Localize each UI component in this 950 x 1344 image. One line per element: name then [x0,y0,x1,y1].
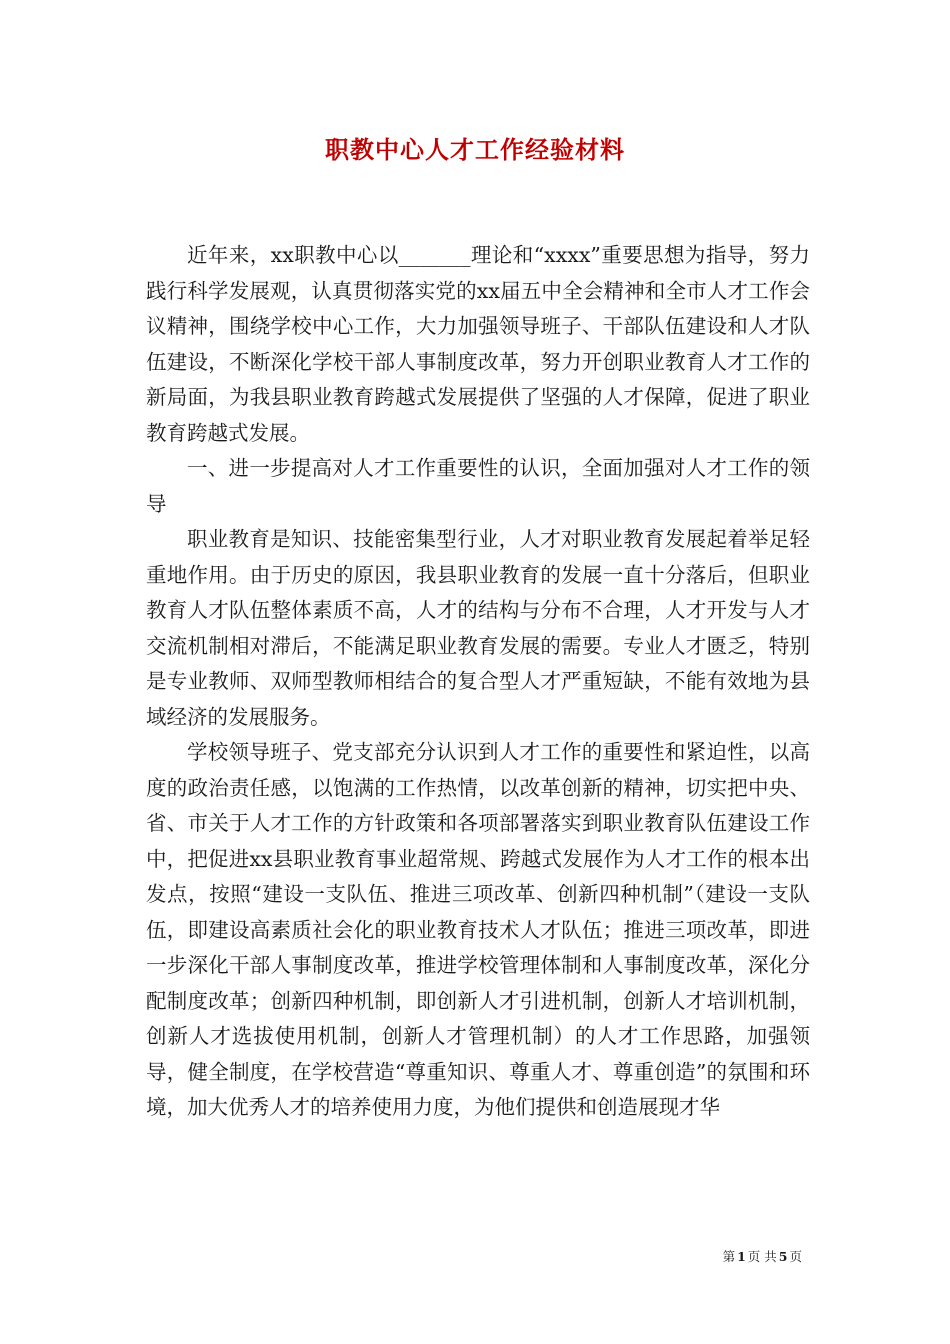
current-page-number: 1 [737,1249,746,1264]
body-paragraph: 职业教育是知识、技能密集型行业，人才对职业教育发展起着举足轻重地作用。由于历史的原因，我县职业教育的发展一直十分落后，但职业教育人才队伍整体素质不高，人才的结构与分布不合理，人才开发与人才交流机制相对滞后，不能满足职业教育发展的需要。专业人才匮乏，特别是专业教师、双师型教师相结合的复合型人才严重短缺，不能有效地为县域经济的发展服务。 [146,527,810,729]
footer-prefix: 第 [722,1249,736,1264]
footer-suffix: 页 [789,1249,802,1264]
section-heading: 一、进一步提高对人才工作重要性的认识，全面加强对人才工作的领导 [146,456,810,516]
document-title: 职教中心人才工作经验材料 [325,135,625,164]
body-paragraph: 学校领导班子、党支部充分认识到人才工作的重要性和紧迫性，以高度的政治责任感，以饱满的工作热情，以改革创新的精神，切实把中央、省、市关于人才工作的方针政策和各项部署落实到职业教育队伍建设工作中，把促进xx县职业教育事业超常规、跨越式发展作为人才工作的根本出发点，按照“建设一支队伍、推进三项改革、创新四种机制”（建设一支队伍，即建设高素质社会化的职业教育技术人才队伍；推进三项改革，即进一步深化干部人事制度改革，推进学校管理体制和人事制度改革，深化分配制度改革；创新四种机制，即创新人才引进机制，创新人才培训机制，创新人才选拔使用机制，创新人才管理机制）的人才工作思路，加强领导，健全制度，在学校营造“尊重知识、尊重人才、尊重创造”的氛围和环境，加大优秀人才的培养使用力度，为他们提供和创造展现才华 [146,740,810,1119]
document-body [146,238,810,1126]
intro-paragraph: 近年来，xx职教中心以_______理论和“xxxx”重要思想为指导，努力践行科学发展观，认真贯彻落实党的xx届五中全会精神和全市人才工作会议精神，围绕学校中心工作，大力加强领导班子、干部队伍建设和人才队伍建设，不断深化学校干部人事制度改革，努力开创职业教育人才工作的新局面，为我县职业教育跨越式发展提供了坚强的人才保障，促进了职业教育跨越式发展。 [146,243,810,445]
page-number-footer [723,1248,802,1266]
footer-middle: 页 共 [747,1249,777,1264]
total-pages-number: 5 [778,1249,788,1264]
